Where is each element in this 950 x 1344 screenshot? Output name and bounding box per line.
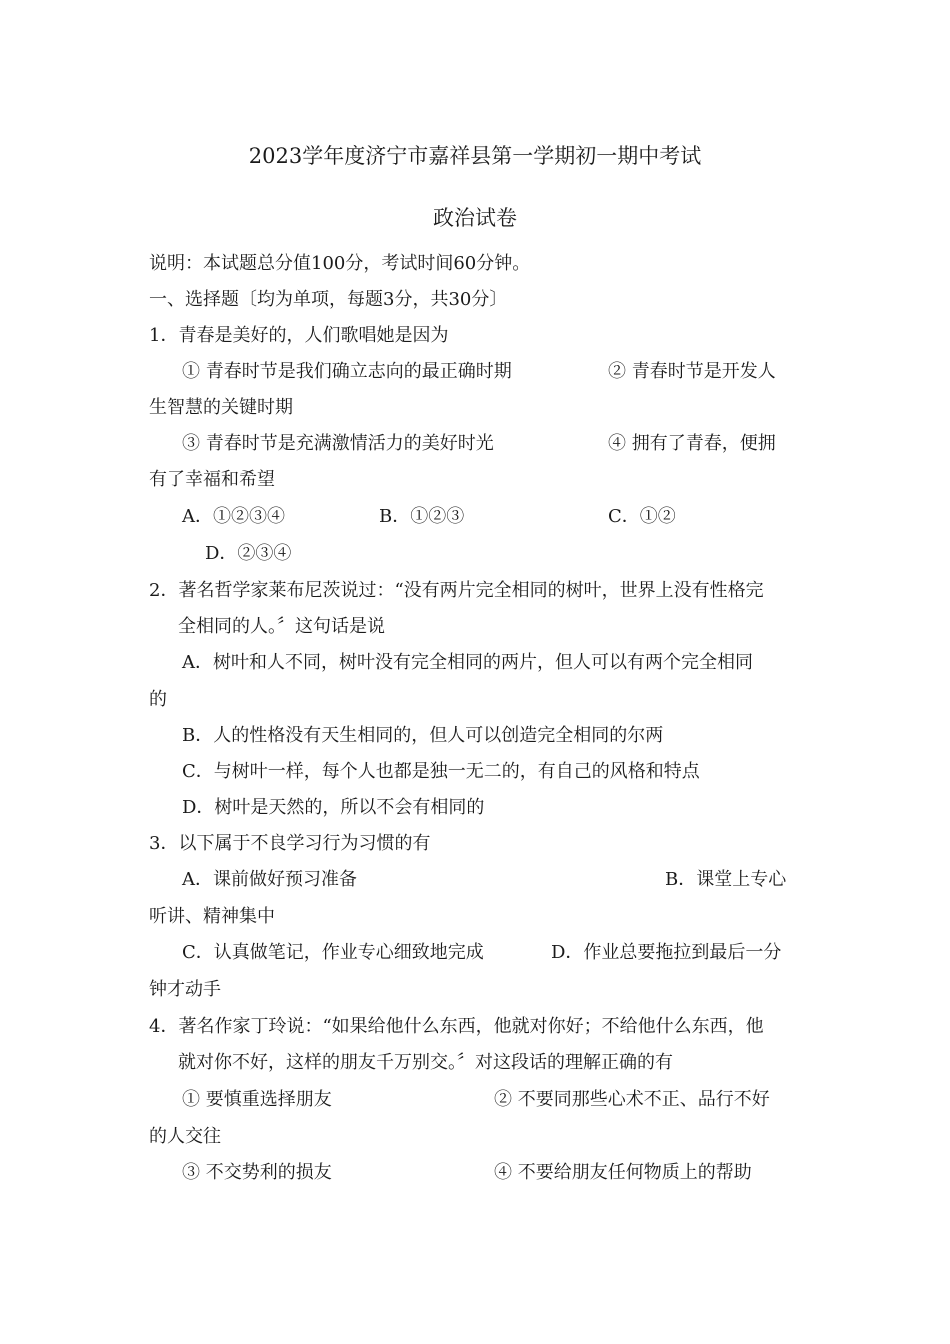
- q3-option-c: C．认真做笔记，作业专心细致地完成: [182, 942, 484, 963]
- q3-option-a: A．课前做好预习准备: [182, 869, 357, 890]
- q3-stem: 3．以下属于不良学习行为习惯的有: [149, 833, 431, 854]
- q3-option-b: B．课堂上专心: [665, 869, 787, 890]
- q4-stem-cont: 就对你不好，这样的朋友千万别交。〞对这段话的理解正确的有: [178, 1052, 673, 1073]
- q2-stem: 2．著名哲学家莱布尼茨说过：“没有两片完全相同的树叶，世界上没有性格完: [149, 580, 764, 601]
- q4-statement-2: ② 不要同那些心术不正、品行不好: [494, 1089, 770, 1110]
- q4-statement-4: ④ 不要给朋友任何物质上的帮助: [494, 1162, 752, 1183]
- q3-option-b-cont: 听讲、精神集中: [149, 906, 275, 927]
- q4-statement-2-cont: 的人交往: [149, 1126, 221, 1147]
- q1-statement-1: ① 青春时节是我们确立志向的最正确时期: [182, 361, 512, 382]
- q3-option-d: D．作业总要拖拉到最后一分: [551, 942, 782, 963]
- q2-option-a-cont: 的: [149, 689, 167, 710]
- q1-option-d: D．②③④: [205, 543, 292, 564]
- exam-title: 2023学年度济宁市嘉祥县第一学期初一期中考试: [248, 144, 702, 168]
- exam-note: 说明：本试题总分值100分，考试时间60分钟。: [149, 253, 531, 274]
- q1-stem: 1．青春是美好的，人们歌唱她是因为: [149, 325, 449, 346]
- q1-statement-2-cont: 生智慧的关键时期: [149, 397, 293, 418]
- q4-statement-1: ① 要慎重选择朋友: [182, 1089, 332, 1110]
- q2-option-c: C．与树叶一样，每个人也都是独一无二的，有自己的风格和特点: [182, 761, 700, 782]
- q3-option-d-cont: 钟才动手: [149, 979, 221, 1000]
- section-heading: 一、选择题〔均为单项，每题3分，共30分〕: [149, 289, 508, 310]
- q1-option-a: A．①②③④: [182, 506, 285, 527]
- q2-stem-cont: 全相同的人。〞这句话是说: [178, 616, 385, 637]
- q1-statement-4-cont: 有了幸福和希望: [149, 469, 275, 490]
- q4-statement-3: ③ 不交势利的损友: [182, 1162, 332, 1183]
- q1-statement-3: ③ 青春时节是充满激情活力的美好时光: [182, 433, 494, 454]
- q2-option-d: D．树叶是天然的，所以不会有相同的: [182, 797, 485, 818]
- q1-statement-2: ② 青春时节是开发人: [608, 361, 776, 382]
- q1-statement-4: ④ 拥有了青春，便拥: [608, 433, 776, 454]
- exam-subtitle: 政治试卷: [433, 206, 517, 230]
- q1-option-c: C．①②: [608, 506, 676, 527]
- q2-option-a: A．树叶和人不同，树叶没有完全相同的两片，但人可以有两个完全相同: [182, 652, 753, 673]
- q4-stem: 4．著名作家丁玲说：“如果给他什么东西，他就对你好；不给他什么东西，他: [149, 1016, 764, 1037]
- q1-option-b: B．①②③: [379, 506, 465, 527]
- q2-option-b: B．人的性格没有天生相同的，但人可以创造完全相同的尔两: [182, 725, 664, 746]
